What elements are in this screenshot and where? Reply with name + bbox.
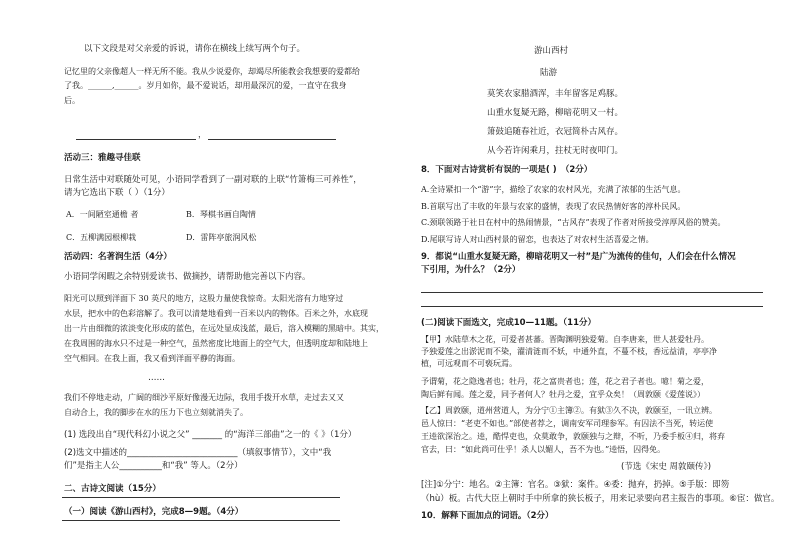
- option-b[interactable]: B．琴棋书画自陶情: [186, 210, 256, 219]
- answer-comma: ，: [198, 130, 207, 140]
- activity4-title: 活动四：名著润生活（4分）: [64, 252, 172, 262]
- classical-text-line: 【乙】周敦颐，道州营道人，为分宁①主簿②。有狱③久不决，敦颐至，一讯立辨。: [421, 406, 717, 415]
- activity3-question: 日常生活中对联随处可见，小语同学看到了一副对联的上联“竹箫梅三可养性”，: [64, 175, 362, 185]
- classical-text-line: 王逵欲深治之。逵，酷悍吏也，众莫敢争，敦颐独与之辩，不听，乃委手板④归，将弃: [421, 432, 725, 441]
- passage-line: 后。: [64, 96, 80, 105]
- footnote-line: [注]①分宁：地名。②主簿：官名。③狱：案件。④委：抛弃，扔掉。⑤手版：即笏: [421, 480, 730, 490]
- fill-question-2[interactable]: (2)选文中描述的__________________________（填叙事情节），文中“我: [64, 448, 332, 458]
- answer-blank-1[interactable]: [76, 139, 196, 140]
- answer-blank-2[interactable]: [208, 139, 336, 140]
- q8-option[interactable]: A.全诗紧扣一个“游”字，描绘了农家的农村风光，充满了浓郁的生活气息。: [421, 185, 686, 194]
- classical-text-line: 予谓菊，花之隐逸者也；牡丹，花之富贵者也；莲，花之君子者也。噫！菊之爱，: [421, 377, 709, 386]
- poem-title: 游山西村: [534, 46, 569, 56]
- q8-option[interactable]: B.首联写出了丰收的年景与农家的盛情，表现了农民热情好客的淳朴民风。: [421, 202, 686, 211]
- poem-line: 箫鼓追随春社近，衣冠简朴古风存。: [487, 127, 624, 137]
- footnote-line: （hù）板。古代大臣上朝时手中所拿的狭长板子，用来记录要向君主报告的事项。⑥宦：做官。: [421, 494, 780, 504]
- option-a[interactable]: A．一间陋室通檐 者: [66, 210, 139, 219]
- fill-question-2[interactable]: 们”是指主人公__________和“我” 等人。（2分）: [64, 461, 243, 471]
- passage-line: 了我。______,______。岁月如你，最不爱说话，却用最深沉的爱，一直守在我身: [64, 81, 347, 90]
- novel-excerpt-line: 自动合上，我的脚步在水的压力下也立刻就消失了。: [64, 408, 248, 417]
- question-intro: 以下文段是对父亲爱的诉说，请你在横线上续写两个句子。: [84, 44, 306, 54]
- novel-excerpt-line: 在我周围的海水只不过是一种空气，虽然密度比地面上的空气大，但透明度却和陆地上: [64, 339, 368, 348]
- poem-line: 山重水复疑无路，柳暗花明又一村。: [487, 108, 624, 118]
- answer-line[interactable]: [421, 306, 763, 307]
- answer-line[interactable]: [421, 292, 763, 293]
- classical-text-line: 植，可远观而不可亵玩焉。: [421, 359, 517, 368]
- poem-line: 莫笑农家腊酒浑，丰年留客足鸡豚。: [487, 89, 624, 99]
- option-d[interactable]: D．雷阵亭旅润风松: [186, 233, 257, 242]
- section-b-title: (二)阅读下面选文，完成10—11题。（11分）: [421, 318, 597, 328]
- question-9: 下引用，为什么？（2分）: [421, 265, 521, 275]
- novel-excerpt-line: 水层，把水中的色彩溶解了。我可以清楚地看到一百米以内的物体。百米之外，水底现: [64, 309, 368, 318]
- novel-excerpt-line: 阳光可以照到洋面下 30 英尺的地方，这股力量使我惊奇。太阳光溶有力地穿过: [64, 294, 344, 303]
- activity4-question: 小语同学闲暇之余特别爱读书、做摘抄，请帮助他完善以下内容。: [64, 272, 311, 282]
- poem-author: 陆游: [540, 68, 558, 78]
- question-9: 9．都说“山重水复疑无路，柳暗花明又一村”是广为流传的佳句，人们会在什么情况: [421, 252, 736, 262]
- passage-line: 记忆里的父亲像超人一样无所不能。我从少说爱你，却竭尽所能教会我想要的爱都给: [64, 67, 360, 76]
- question-8: 8．下面对古诗赏析有误的一项是( ) （2分）: [421, 165, 593, 175]
- ellipsis: ……: [148, 373, 165, 383]
- question-10: 10．解释下面加点的词语。（2分）: [421, 511, 554, 521]
- classical-text-line: 邑人惊曰：“老吏不如也。”部使者荐之，调南安军司理参军。有囚法不当死，转运使: [421, 419, 714, 428]
- section2-title: 二、古诗文阅读（15分）: [64, 484, 161, 494]
- novel-excerpt-line: 出一片由细微的浓淡变化形成的蓝色，在远处显成浅蓝，最后，溶入模糊的黑暗中。其实，: [64, 324, 384, 333]
- classical-text-line: 官去，曰：“如此尚可仕乎！杀人以媚人，吾不为也。”逵悟，囚得免。: [421, 445, 666, 454]
- poem-line: 从今若许闲乘月，拄杖无时夜叩门。: [487, 146, 624, 156]
- source-citation: (节选《宋史 周敦颐传》): [621, 462, 712, 472]
- activity3-question: 请为它选出下联（ ）（1分）: [64, 188, 170, 198]
- novel-excerpt-line: 我们不停地走动，广阔的细沙平原好像漫无边际，我用手拨开水草，走过去又又: [64, 393, 344, 402]
- section2-subtitle: （一）阅读《游山西村》，完成8—9题。（4分）: [64, 507, 244, 517]
- novel-excerpt-line: 空气相同。在我上面，我又看到洋面平静的海面。: [64, 354, 240, 363]
- divider: [62, 497, 340, 498]
- q8-option[interactable]: C.颈联领路于社日在村中的热闹情景，“古风存”表现了作者对所接受淳厚风俗的赞美。: [421, 218, 726, 227]
- classical-text-line: 【甲】水陆草木之花，可爱者甚蕃。晋陶渊明独爱菊。自李唐来，世人甚爱牡丹。: [421, 335, 709, 344]
- divider: [62, 520, 340, 521]
- fill-question-1[interactable]: (1) 选段出自“现代科幻小说之父” _______ 的“海洋三部曲”之一的《 》（1分）: [64, 430, 357, 440]
- activity3-title: 活动三：雅趣寻佳联: [64, 153, 141, 163]
- q8-option[interactable]: D.尾联写诗人对山西村景的留恋，也表达了对农村生活喜爱之情。: [421, 235, 654, 244]
- option-c[interactable]: C．五柳满园根柳栽: [66, 233, 137, 242]
- classical-text-line: 予独爱莲之出淤泥而不染，濯清涟而不妖，中通外直，不蔓不枝，香远益清，亭亭净: [421, 347, 717, 356]
- classical-text-line: 陶后鲜有闻。莲之爱，同予者何人？牡丹之爱，宜乎众矣！（周敦颐《爱莲说》）: [421, 390, 705, 399]
